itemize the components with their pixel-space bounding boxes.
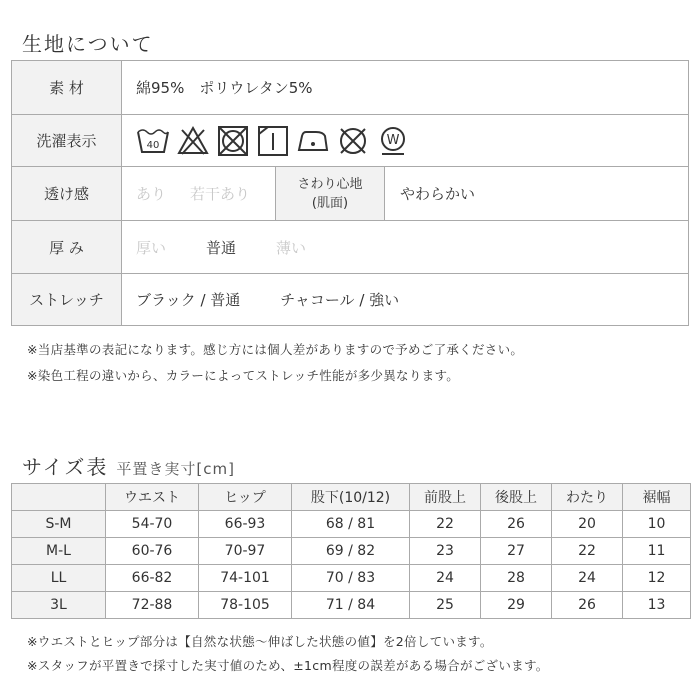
size-cell: 68 / 81 [292,511,410,538]
size-cell: 13 [623,592,691,619]
size-cell: 11 [623,538,691,565]
stretch-value: ブラック / 普通 [136,291,241,309]
wet-clean-icon [376,124,410,158]
wash-icons [122,115,688,166]
thickness-option: 厚い [136,238,167,257]
size-cell: 12 [623,565,691,592]
size-table [11,483,691,619]
size-col-header [12,484,106,511]
size-row-label: S-M [12,511,106,538]
size-cell: 54-70 [106,511,199,538]
size-cell: 20 [552,511,623,538]
stretch-row [12,274,688,325]
sheer-option: 若干あり [190,185,251,203]
thickness-option: 薄い [276,238,307,257]
size-header-row [12,484,691,511]
size-subtitle: 平置き実寸[cm] [116,460,235,478]
stretch-values [122,274,688,325]
svg-text:W: W [386,132,400,148]
table-row [12,511,691,538]
size-section-title [22,451,235,480]
thickness-row [12,221,688,274]
fabric-note: ※当店基準の表記になります。感じ方には個人差がありますので予めご了承ください。 [27,342,524,357]
sheer-row [12,167,688,221]
size-cell: 25 [410,592,481,619]
size-row-label: M-L [12,538,106,565]
size-cell: 78-105 [199,592,292,619]
size-cell: 60-76 [106,538,199,565]
stretch-label: ストレッチ [12,274,122,325]
fabric-section-title: 生地について [22,32,154,56]
size-row-label: 3L [12,592,106,619]
table-row [12,538,691,565]
size-title-text: サイズ表 [22,455,109,479]
size-cell: 26 [481,511,552,538]
size-col-header: ヒップ [199,484,292,511]
table-row [12,592,691,619]
thickness-options [122,221,688,273]
wash-row [12,115,688,167]
size-cell: 28 [481,565,552,592]
size-col-header: ウエスト [106,484,199,511]
size-cell: 70 / 83 [292,565,410,592]
fabric-note: ※染色工程の違いから、カラーによってストレッチ性能が多少異なります。 [27,368,460,383]
material-label: 素 材 [12,61,122,114]
size-cell: 66-93 [199,511,292,538]
size-cell: 23 [410,538,481,565]
size-cell: 26 [552,592,623,619]
no-bleach-icon [176,124,210,158]
wash-40-icon [136,124,170,158]
size-cell: 69 / 82 [292,538,410,565]
size-row-label: LL [12,565,106,592]
material-value: 綿95% ポリウレタン5% [136,79,313,97]
size-col-header: 前股上 [410,484,481,511]
size-col-header: わたり [552,484,623,511]
touch-value: やわらかい [400,185,476,203]
sheer-label: 透け感 [12,167,122,220]
touch-label-main: さわり心地 [297,176,363,192]
size-cell: 29 [481,592,552,619]
size-cell: 24 [410,565,481,592]
size-col-header: 股下(10/12) [292,484,410,511]
table-row [12,565,691,592]
size-col-header: 後股上 [481,484,552,511]
size-cell: 24 [552,565,623,592]
material-row [12,61,688,115]
size-note: ※ウエストとヒップ部分は【自然な状態～伸ばした状態の値】を2倍しています。 [27,634,493,649]
line-dry-shade-icon [256,124,290,158]
size-cell: 74-101 [199,565,292,592]
no-tumble-dry-icon [216,124,250,158]
size-cell: 27 [481,538,552,565]
size-col-header: 裾幅 [623,484,691,511]
size-note: ※スタッフが平置きで採寸した実寸値のため、±1cm程度の誤差がある場合がございます。 [27,658,549,673]
wash-label: 洗濯表示 [12,115,122,166]
size-cell: 72-88 [106,592,199,619]
size-cell: 71 / 84 [292,592,410,619]
size-cell: 22 [410,511,481,538]
size-cell: 66-82 [106,565,199,592]
thickness-label: 厚 み [12,221,122,273]
fabric-table [11,60,689,326]
touch-label-sub: (肌面) [311,195,349,211]
svg-text:40: 40 [146,139,160,151]
stretch-value: チャコール / 強い [280,291,400,309]
size-cell: 70-97 [199,538,292,565]
touch-label [275,167,385,220]
sheer-option: あり [136,185,167,203]
no-dry-clean-icon [336,124,370,158]
low-iron-icon [296,124,330,158]
thickness-option-selected: 普通 [206,238,237,257]
size-cell: 10 [623,511,691,538]
size-cell: 22 [552,538,623,565]
